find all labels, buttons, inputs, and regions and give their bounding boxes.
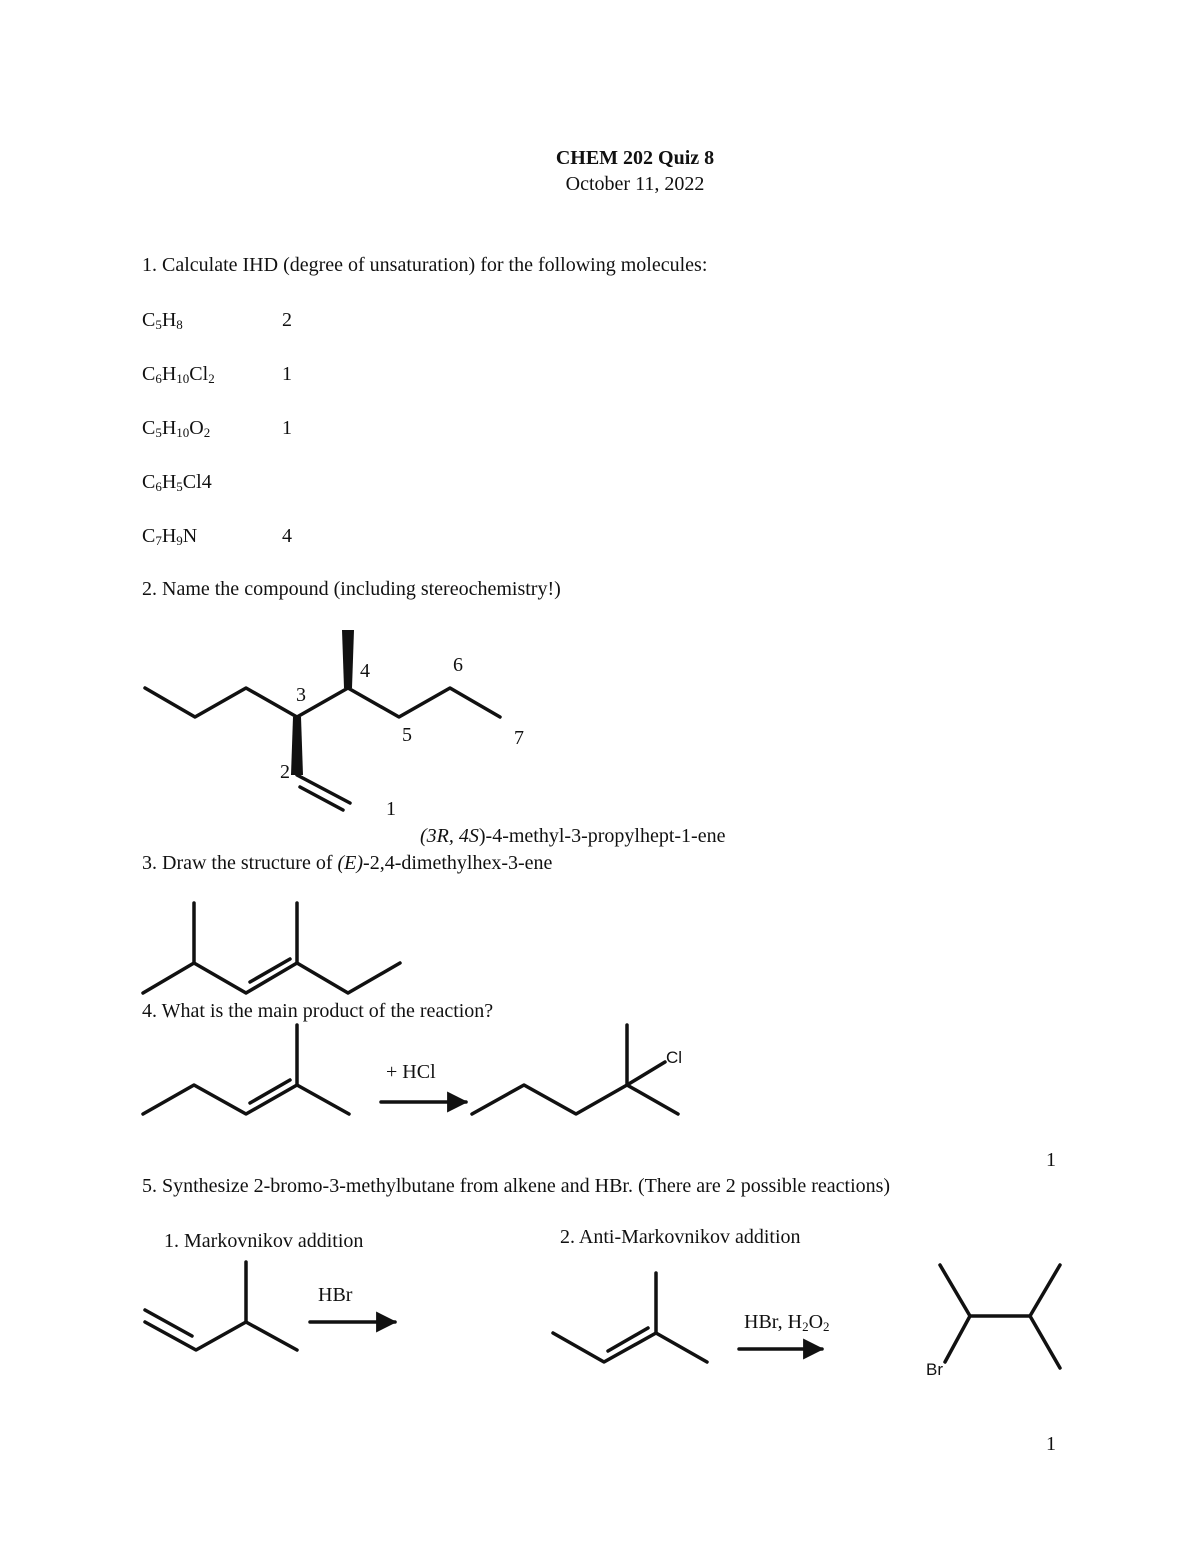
reagent-part-b: O bbox=[808, 1311, 824, 1333]
q3-prompt-end: -2,4-dimethylhex-3-ene bbox=[363, 852, 553, 874]
q3-prompt-stereo: (E) bbox=[337, 852, 364, 874]
reagent-sub-2: 2 bbox=[823, 1319, 830, 1334]
atom-number-4: 4 bbox=[360, 660, 370, 682]
ihd-answer: 1 bbox=[282, 417, 292, 439]
reagent-part-a: HBr, H bbox=[744, 1311, 803, 1333]
reagent-sub-1: 2 bbox=[802, 1319, 809, 1334]
ihd-answer: 2 bbox=[282, 309, 292, 331]
question-5-prompt: 5. Synthesize 2-bromo-3-methylbutane from alkene and HBr. (There are 2 possible reactions) bbox=[142, 1175, 891, 1197]
page-number: 1 bbox=[1046, 1149, 1056, 1171]
route-2-product-atom: Br bbox=[926, 1360, 943, 1379]
answer-name: )-4-methyl-3-propylhept-1-ene bbox=[478, 825, 726, 847]
wedge-bond bbox=[342, 630, 354, 688]
route-1-alkene-structure bbox=[145, 1262, 297, 1350]
q2-compound-structure bbox=[145, 630, 500, 810]
ihd-answer: 4 bbox=[282, 525, 292, 547]
ihd-answer: 1 bbox=[282, 363, 292, 385]
page-date: October 11, 2022 bbox=[565, 173, 705, 195]
q4-product-structure bbox=[472, 1025, 678, 1114]
route-1-reagent: HBr bbox=[318, 1284, 353, 1306]
atom-number-6: 6 bbox=[453, 654, 463, 676]
page-title: CHEM 202 Quiz 8 bbox=[555, 147, 715, 169]
molecular-formula: $C_5H_8$ bbox=[142, 309, 183, 332]
question-4-prompt: 4. What is the main product of the reaction? bbox=[142, 1000, 494, 1022]
molecular-formula: $C_5H_{10}O_2$ bbox=[142, 417, 211, 440]
atom-number-5: 5 bbox=[402, 724, 412, 746]
molecular-formula: $C_6H_{10}Cl_2$ bbox=[142, 363, 215, 386]
atom-number-7: 7 bbox=[514, 727, 524, 749]
atom-number-1: 1 bbox=[386, 798, 396, 820]
molecular-formula: $C_6H_5Cl4$ bbox=[142, 471, 212, 494]
route-2-alkene-structure bbox=[553, 1273, 707, 1362]
question-1-prompt: 1. Calculate IHD (degree of unsaturation) for the following molecules: bbox=[142, 254, 708, 276]
wedge-bond bbox=[291, 717, 303, 775]
q3-prompt-start: 3. Draw the structure of bbox=[142, 852, 338, 874]
page-number-bottom: 1 bbox=[1046, 1433, 1056, 1455]
answer-stereo-descriptor: (3R, 4S bbox=[420, 825, 479, 847]
q3-compound-structure bbox=[143, 903, 400, 993]
q4-reactant-structure bbox=[143, 1025, 349, 1114]
atom-number-3: 3 bbox=[296, 684, 306, 706]
q4-product-atom: Cl bbox=[666, 1048, 683, 1067]
atom-number-2: 2 bbox=[280, 761, 290, 783]
route-2-label: 2. Anti-Markovnikov addition bbox=[560, 1226, 801, 1248]
molecular-formula: $C_7H_9N$ bbox=[142, 525, 198, 548]
route-1-label: 1. Markovnikov addition bbox=[164, 1230, 364, 1252]
question-2-prompt: 2. Name the compound (including stereochemistry!) bbox=[142, 578, 561, 600]
q4-reagent: + HCl bbox=[386, 1061, 436, 1083]
route-2-product-structure bbox=[940, 1265, 1060, 1368]
